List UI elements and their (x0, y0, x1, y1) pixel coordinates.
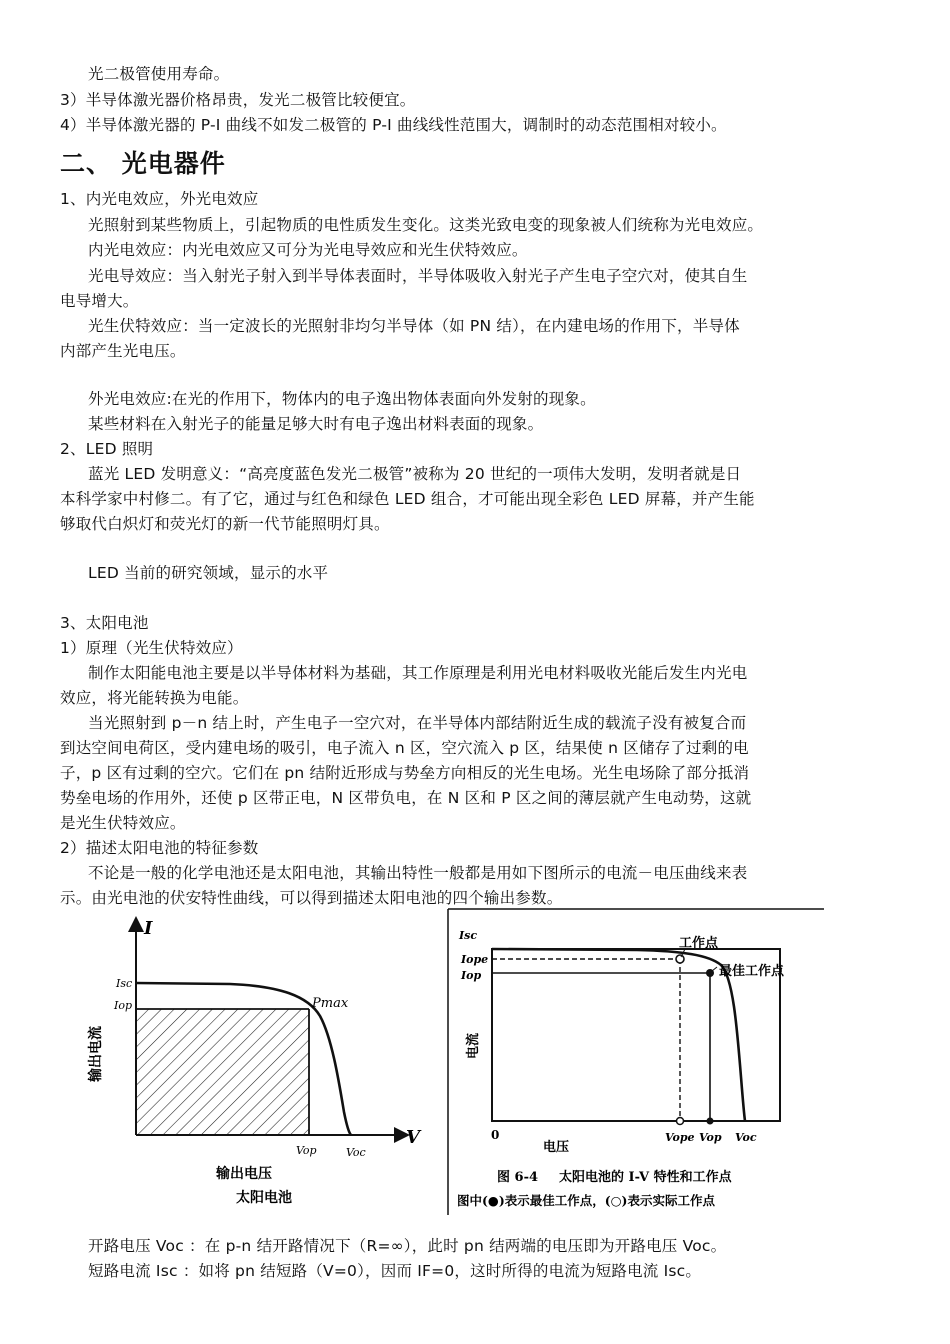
paragraph-line: 制作太阳能电池主要是以半导体材料为基础，其工作原理是利用光电材料吸收光能后发生内光电 (88, 664, 748, 682)
figure-note: 图中(●)表示最佳工作点，(○)表示实际工作点 (457, 1193, 715, 1208)
vope-marker (677, 1118, 684, 1125)
iv-curve-figure-left (80, 912, 435, 1212)
work-point-marker (676, 955, 684, 963)
subsection-title: 2、LED 照明 (60, 440, 154, 458)
paragraph-line: 效应，将光能转换为电能。 (60, 689, 249, 707)
paragraph-line: 4）半导体激光器的 P-I 曲线不如发二极管的 P-I 曲线线性范围大，调制时的动态范围相对较小。 (60, 116, 727, 134)
subsection-title: 1）原理（光生伏特效应） (60, 639, 243, 657)
paragraph-line: 光二极管使用寿命。 (88, 65, 230, 83)
iv-curve-figure-right (447, 907, 825, 1215)
section-heading: 二、 光电器件 (60, 149, 226, 178)
isc-label: Isc (116, 977, 133, 990)
work-point-label: 工作点 (679, 936, 719, 951)
subsection-title: 3、太阳电池 (60, 614, 149, 632)
figure-caption-left: 太阳电池 (236, 1190, 292, 1206)
iope-label: Iope (461, 953, 489, 966)
subsection-title: 1、内光电效应，外光电效应 (60, 190, 259, 208)
origin-label: 0 (491, 1128, 500, 1142)
paragraph-line: 势垒电场的作用外，还使 p 区带正电，N 区带负电，在 N 区和 P 区之间的薄层就产生电动势，这就 (60, 789, 752, 807)
paragraph-line: 短路电流 Isc ：如将 pn 结短路（V=0），因而 IF=0，这时所得的电流为短路电流 Isc。 (88, 1262, 702, 1280)
paragraph-line: 光生伏特效应：当一定波长的光照射非均匀半导体（如 PN 结），在内建电场的作用下，半导体 (88, 317, 740, 335)
paragraph-line: 子，p 区有过剩的空穴。它们在 pn 结附近形成与势垒方向相反的光生电场。光生电场除了部分抵消 (60, 764, 750, 782)
paragraph-line: 开路电压 Voc ：在 p-n 结开路情况下（R=∞），此时 pn 结两端的电压即为开路电压 Voc。 (88, 1237, 727, 1255)
paragraph-line: 蓝光 LED 发明意义：“高亮度蓝色发光二极管”被称为 20 世纪的一项伟大发明，发明者就是日 (88, 465, 742, 483)
iop-label: Iop (114, 999, 133, 1012)
isc-label: Isc (459, 929, 478, 942)
paragraph-line: 够取代白炽灯和荧光灯的新一代节能照明灯具。 (60, 515, 390, 533)
x-axis-title: 输出电压 (216, 1166, 272, 1182)
y-axis-title: 输出电流 (88, 1026, 104, 1082)
subsection-title: 2）描述太阳电池的特征参数 (60, 839, 259, 857)
paragraph-line: 内部产生光电压。 (60, 342, 186, 360)
power-area-hatch (136, 1009, 309, 1135)
vop-label: Vop (296, 1144, 317, 1157)
paragraph-line: 内光电效应：内光电效应又可分为光电导效应和光生伏特效应。 (88, 241, 528, 259)
paragraph-line: 3）半导体激光器价格昂贵，发光二极管比较便宜。 (60, 91, 416, 109)
vop-marker (707, 1118, 714, 1125)
paragraph-line: 光电导效应：当入射光子射入到半导体表面时，半导体吸收入射光子产生电子空穴对，使其自生 (88, 267, 748, 285)
x-axis-label: V (406, 1127, 420, 1148)
paragraph-line: 本科学家中村修二。有了它，通过与红色和绿色 LED 组合，才可能出现全彩色 LED 屏幕，并产生能 (60, 490, 755, 508)
paragraph-line: LED 当前的研究领域，显示的水平 (88, 564, 329, 582)
iv-curve-right-svg (447, 907, 825, 1215)
best-point-label: 最佳工作点 (719, 964, 785, 979)
iop-label: Iop (461, 969, 482, 982)
y-axis-label: I (144, 918, 153, 939)
x-axis-title: 电压 (543, 1140, 570, 1155)
paragraph-line: 外光电效应:在光的作用下，物体内的电子逸出物体表面向外发射的现象。 (88, 390, 596, 408)
vop-label: Vop (699, 1131, 722, 1144)
paragraph-line: 到达空间电荷区，受内建电场的吸引，电子流入 n 区，空穴流入 p 区，结果使 n 区储存了过剩的电 (60, 739, 749, 757)
paragraph-line: 当光照射到 p－n 结上时，产生电子一空穴对，在半导体内部结附近生成的载流子没有被复合而 (88, 714, 747, 732)
pmax-label: Pmax (312, 996, 349, 1011)
paragraph-line: 是光生伏特效应。 (60, 814, 186, 832)
paragraph-line: 某些材料在入射光子的能量足够大时有电子逸出材料表面的现象。 (88, 415, 544, 433)
voc-label: Voc (735, 1131, 757, 1144)
y-axis-title: 电流 (466, 1032, 481, 1059)
paragraph-line: 不论是一般的化学电池还是太阳电池，其输出特性一般都是用如下图所示的电流－电压曲线来表 (88, 864, 748, 882)
voc-label: Voc (346, 1146, 366, 1159)
paragraph-line: 光照射到某些物质上，引起物质的电性质发生变化。这类光致电变的现象被人们统称为光电效应。 (88, 216, 764, 234)
iv-curve-left-svg (80, 912, 435, 1212)
figure-caption-text: 太阳电池的 I-V 特性和工作点 (559, 1170, 732, 1185)
figure-caption-number: 图 6-4 (497, 1170, 539, 1185)
paragraph-line: 示。由光电池的伏安特性曲线，可以得到描述太阳电池的四个输出参数。 (60, 889, 563, 907)
vope-label: Vope (665, 1131, 695, 1144)
paragraph-line: 电导增大。 (60, 292, 139, 310)
